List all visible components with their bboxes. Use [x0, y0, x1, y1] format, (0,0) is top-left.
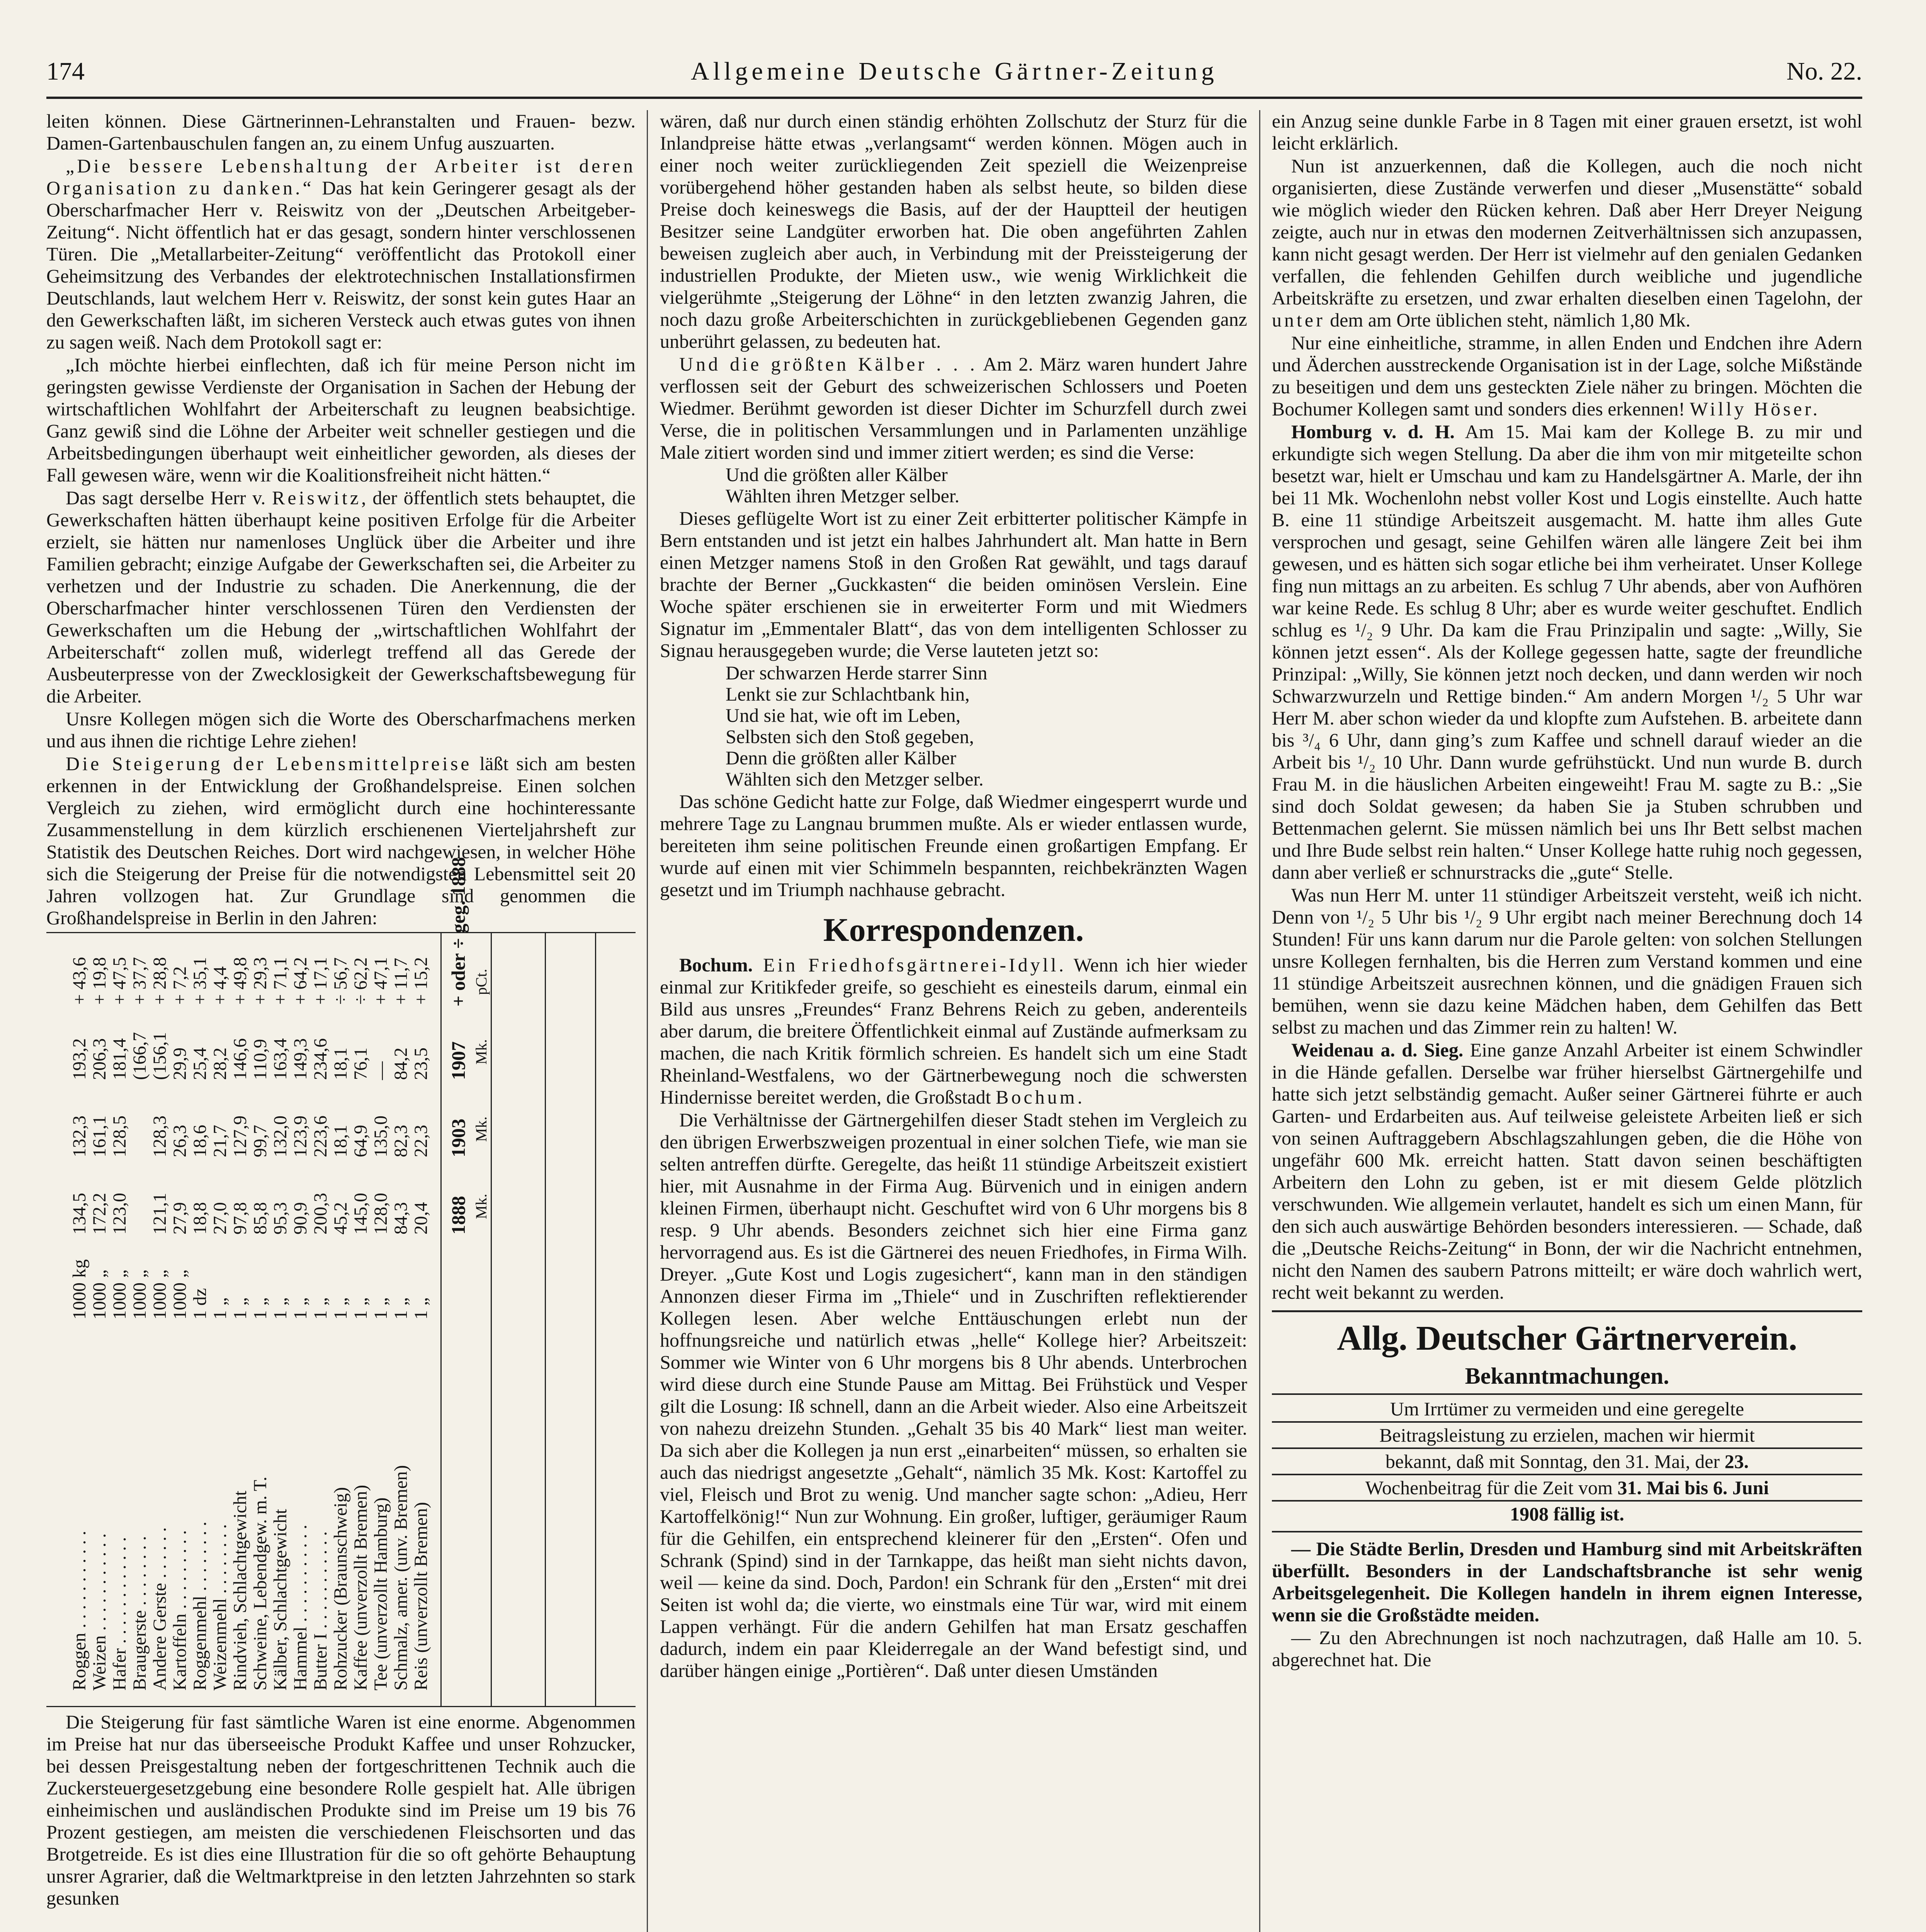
- paragraph: Dieses geflügelte Wort ist zu einer Zeit erbitterter politischer Kämpfe in Bern entstanden und ist jetzt ein halbes Jahrhundert alt. Man hatte in Bern einen Metzger namens Stoß in den Großen Rat gewählt, und tags darauf brachte der Berner „Guckkasten“ die beiden ominösen Verslein. Eine Woche später erschienen sie in erweiterter Form und mit Wiedmers Signatur im „Emmentaler Blatt“, das von dem intelligenten Schlosser zu Signau herausgegeben wurde; die Verse lauteten jetzt so:: [660, 507, 1247, 661]
- page-header: [46, 54, 1862, 93]
- paragraph-text: Nun ist anzuerkennen, daß die Kollegen, auch die noch nicht organisierten, diese Zustände verwerfen und dieser „Musenstätte“ sobald wie möglich wieder den Rücken kehren. Daß aber Herr Dreyer Neigung zeigte, auch nur in etwas den modernen Zeitverhältnissen sich anzupassen, kann nicht gesagt werden. Der Herr ist vielmehr auf den genialen Gedanken verfallen, die fehlenden Gehilfen durch weibliche und jugendliche Arbeitskräfte zu ersetzen, und zwar erhalten dieselben einen Tagelohn, der: [1272, 155, 1862, 309]
- paragraph: [1272, 421, 1862, 883]
- notice-line: Um Irrtümer zu vermeiden und eine geregelte: [1272, 1398, 1862, 1423]
- paragraph-text: Wenn ich hier wieder einmal zur Kritikfeder greife, so geschieht es einesteils darum, einmal ein Bild aus unsres „Freundes“ Franz Behrens Reich zu geben, anderenteils aber darum, die breitere Öffentlichkeit einmal auf Zustände aufmerksam zu machen, die nach Kritik förmlich schreien. Es handelt sich um eine Stadt Rheinland-Westfalens, wo der Gärtnerbewegung noch die schwersten Hindernisse bereitet werden, die Großstadt: [660, 954, 1247, 1108]
- journal-title: Allgemeine Deutsche Gärtner-Zeitung: [691, 57, 1218, 85]
- table-subheader-pct: pCt.: [473, 969, 490, 995]
- column-1: [46, 110, 636, 1910]
- paragraph-text: läßt sich am besten erkennen in der Entwicklung der Großhandelspreise. Einen solchen Vergleich zu ziehen, wird ermöglicht durch eine hochinteressante Zusammenstellung in dem kürzlich erschienenen Vierteljahrsheft zur Statistik des Deutschen Reiches. Dort wird nachgewiesen, in welcher Höhe sich die Steigerung der Preise für die notwendigsten Lebensmittel seit 20 Jahren vollzogen hat. Zur Grundlage sind genommen die Großhandelspreise in Berlin in den Jahren:: [46, 753, 636, 929]
- paragraph-text: Das hat kein Geringerer gesagt als der Oberscharfmacher Herr v. Reiswitz von der „Deutschen Arbeitgeber-Zeitung“. Nicht öffentlich hat er das gesagt, sondern hinter verschlossenen Türen. Die „Metallarbeiter-Zeitung“ veröffentlicht das Protokoll einer Geheimsitzung des Verbandes der elektrotechnischen Installationsfirmen Deutschlands, laut welchem Herr v. Reiswitz, der sonst kein gutes Haar an den Gewerkschaften läßt, im sicheren Versteck auch etwas gutes von ihnen zu sagen weiß. Nach dem Protokoll sagt er:: [46, 177, 636, 353]
- table-row-unit: 1000 „: [89, 1269, 110, 1320]
- header-rule: [46, 97, 1862, 99]
- table-row-name: Hafer . . . . . . . . . . . .: [109, 1537, 130, 1690]
- table-cell-1907: 163,4: [270, 1038, 291, 1080]
- table-cell-1888: 128,0: [371, 1193, 391, 1235]
- table-cell-change: + 4,4: [210, 966, 230, 1005]
- table-cell-1903: 18,6: [190, 1125, 210, 1157]
- table-cell-1903: 26,3: [170, 1125, 190, 1157]
- table-cell-change: + 19,8: [89, 957, 110, 1005]
- table-row-unit: 1 „: [290, 1297, 311, 1320]
- table-cell-1907: 234,6: [310, 1038, 331, 1080]
- table-cell-1907: 18,1: [330, 1048, 351, 1080]
- table-cell-1907: 28,2: [210, 1048, 230, 1080]
- paragraph: Unsre Kollegen mögen sich die Worte des Oberscharfmachens merken und aus ihnen die richtige Lehre ziehen!: [46, 708, 636, 752]
- paragraph: [46, 753, 636, 929]
- table-cell-1903: 99,7: [250, 1125, 270, 1157]
- table-row-unit: 1 „: [210, 1297, 230, 1320]
- table-row-name: Tee (unverzollt Hamburg): [371, 1497, 391, 1690]
- table-row-unit: 1 „: [250, 1297, 270, 1320]
- section-heading: Allg. Deutscher Gärtnerverein.: [1272, 1310, 1862, 1360]
- table-row-name: Rohzucker (Braunschweig): [330, 1487, 351, 1690]
- verse: [726, 464, 1247, 507]
- person-name: Reiswitz: [272, 487, 362, 509]
- table-cell-1888: 90,9: [290, 1202, 311, 1235]
- notice-text: bekannt, daß mit Sonntag, den 31. Mai, der: [1385, 1451, 1725, 1472]
- table-row-name: Rindvieh, Schlachtgewicht: [230, 1490, 250, 1690]
- table-cell-1888: 145,0: [350, 1193, 371, 1235]
- table-cell-change: + 28,8: [150, 957, 170, 1005]
- paragraph-text: .: [1077, 1086, 1083, 1108]
- table-cell-1888: 27,0: [210, 1202, 230, 1235]
- table-cell-1903: 22,3: [411, 1125, 431, 1157]
- table-row-name: Kälber, Schlachtgewicht: [270, 1509, 291, 1690]
- paragraph: [1272, 155, 1862, 331]
- verse-line: Wählten sich den Metzger selber.: [726, 768, 984, 790]
- section-lead: Und die größten Kälber . . .: [679, 353, 977, 375]
- table-divider: [440, 933, 442, 1706]
- table-cell-1903: 128,3: [150, 1116, 170, 1157]
- notice-paragraph: — Zu den Abrechnungen ist noch nachzutragen, daß Halle am 10. 5. abgerechnet hat. Die: [1272, 1627, 1862, 1670]
- table-row-unit: 1 „: [350, 1297, 371, 1320]
- table-cell-change: + 47,5: [109, 957, 130, 1005]
- table-cell-1888: 45,2: [330, 1202, 351, 1235]
- table-row-name: Roggen . . . . . . . . . . .: [69, 1531, 90, 1690]
- verse-line: Selbsten sich den Stoß gegeben,: [726, 726, 974, 747]
- quote-paragraph: „Ich möchte hierbei einflechten, daß ich für meine Person nicht im geringsten gewisse Verdienste der Organisation in Sachen der Hebung der wirtschaftlichen Wohlfahrt der Arbeiterschaft zu leugnen beabsichtige. Ganz gewiß sind die Löhne der Arbeiter weit schneller gestiegen und die Arbeitsbedingungen überhaupt weit einheitlicher geworden, als dieses der Fall gewesen wäre, wenn wir die Koalitionsfreiheit nicht hätten.“: [46, 354, 636, 486]
- table-cell-1907: —: [371, 1061, 391, 1080]
- table-cell-change: + 71,1: [270, 957, 291, 1005]
- table-header-change: + oder ÷ geg. 1888: [447, 857, 469, 1007]
- table-row-name: Schweine, Lebendgew. m. T.: [250, 1476, 270, 1690]
- table-cell-1903: 123,9: [290, 1116, 311, 1157]
- city-name: Bochum: [996, 1086, 1078, 1108]
- table-cell-1903: 135,0: [371, 1116, 391, 1157]
- paragraph-text: Eine ganze Anzahl Arbeiter ist einem Schwindler in die Hände gefallen. Derselbe war früher hierselbst Gärtnergehilfe und hatte sich jetzt selbständig gemacht. Außer seiner Gärtnerei führte er auch Garten- und Erdarbeiten aus. Auf teilweise geleistete Arbeiten ließ er sich von seinen Auftraggebern Abschlagszahlungen geben, die die Höhe von ungefähr 600 Mk. erreicht hatten. Statt davon seinen beschäftigten Arbeitern den Lohn zu geben, ist er mit diesem Gelde plötzlich verschwunden. Wie allgemein verlautet, handelt es sich um einen Mann, für den sich auch auswärtige Behörden besonders interessieren. — Schade, daß die „Deutsche Reichs-Zeitung“ in Bonn, der wir die Nachricht entnehmen, nicht den Namen des saubern Patrons mitteilt; er wäre doch wahrlich wert, recht weit bekannt zu werden.: [1272, 1039, 1862, 1303]
- table-cell-1907: 29,9: [170, 1048, 190, 1080]
- table-cell-1907: 193,2: [69, 1038, 90, 1080]
- section-heading: Korrespondenzen.: [823, 911, 1084, 948]
- table-row-unit: 1 „: [270, 1297, 291, 1320]
- table-cell-change: + 43,6: [69, 957, 90, 1005]
- table-row-unit: 1000 „: [150, 1269, 170, 1320]
- table-header-1888: 1888: [447, 1196, 469, 1235]
- table-cell-1903: 127,9: [230, 1116, 250, 1157]
- column-2: [660, 110, 1247, 1682]
- verse: [726, 662, 1247, 790]
- table-cell-1888: 85,8: [250, 1202, 270, 1235]
- notice-dates: 31. Mai bis 6. Juni: [1617, 1477, 1769, 1498]
- paragraph-text: Am 2. März waren hundert Jahre verflossen seit der Geburt des schweizerischen Schlossers und Poeten Wiedmer. Berühmt geworden ist dieser Dichter im Schurzfell durch zwei Verse, die in politischen Versammlungen und in Parlamenten unzählige Male zitiert worden sind und immer zitiert werden; es sind die Verse:: [660, 353, 1248, 463]
- table-cell-change: + 35,1: [190, 957, 210, 1005]
- table-row-name: Kaffee (unverzollt Bremen): [350, 1485, 371, 1690]
- table-row-name: Braugerste . . . . . . . .: [129, 1536, 150, 1690]
- table-cell-1888: 172,2: [89, 1193, 110, 1235]
- table-header-1907: 1907: [447, 1041, 469, 1080]
- table-subheader-unit: Mk.: [473, 1039, 490, 1065]
- paragraph: ein Anzug seine dunkle Farbe in 8 Tagen mit einer grauen ersetzt, ist wohl leicht erklärlich.: [1272, 110, 1862, 154]
- notice-line: Beitragsleistung zu erzielen, machen wir hiermit: [1272, 1424, 1862, 1449]
- paragraph: wären, daß nur durch einen ständig erhöhten Zollschutz der Sturz für die Inlandpreise hätte etwas „verlangsamt“ werden können. Mögen auch in einer noch weiter zurückliegenden Zeit speziell die Weizenpreise vorübergehend höher gestanden haben als selbst heute, so bilden diese Preise doch keineswegs die Basis, auf der der Hauptteil der heutigen Besitzer seine Landgüter erworben hat. Die oben angeführten Zahlen beweisen zugleich aber auch, in Verbindung mit der Preissteigerung der industriellen Produkte, der Mieten usw., wie wenig Wirklichkeit die vielgerühmte „Steigerung der Löhne“ in den letzten zwanzig Jahren, die noch dazu große Arbeiterschichten in zurückgebliebenen Gegenden ganz unberührt gelassen, zu bedeuten hat.: [660, 110, 1247, 352]
- table-cell-1907: 23,5: [411, 1048, 431, 1080]
- section-lead: Die Steigerung der Lebensmittelpreise: [66, 753, 472, 774]
- table-row-unit: 1000 „: [170, 1269, 190, 1320]
- paragraph: [46, 155, 636, 353]
- table-cell-1903: 128,5: [109, 1116, 130, 1157]
- table-row-unit: 1000 „: [109, 1269, 130, 1320]
- table-row-name: Schmalz, amer. (unv. Bremen): [391, 1465, 411, 1690]
- paragraph: [46, 487, 636, 707]
- verse-line: Wählten ihren Metzger selber.: [726, 485, 960, 507]
- emphasis-text: unter: [1272, 309, 1325, 331]
- place-name: Weidenau a. d. Sieg.: [1291, 1039, 1464, 1061]
- table-header-1903: 1903: [447, 1119, 469, 1157]
- table-cell-change: + 15,2: [411, 957, 431, 1005]
- paragraph: Das schöne Gedicht hatte zur Folge, daß Wiedmer eingesperrt wurde und mehrere Tage zu Langnau brummen mußte. Als er wieder entlassen wurde, bereiteten ihm seine politischen Freunde einen großartigen Empfang. Er wurde auf einen mit vier Schimmeln bespannten, reichbekränzten Wagen gesetzt und im Triumph nachhause gebracht.: [660, 791, 1247, 900]
- table-cell-change: + 64,2: [290, 957, 311, 1005]
- paragraph: [1272, 1039, 1862, 1303]
- table-cell-1888: 121,1: [150, 1193, 170, 1235]
- table-divider: [545, 933, 546, 1706]
- column-divider: [1259, 110, 1260, 1932]
- issue-number: No. 22.: [1786, 57, 1862, 85]
- table-cell-1888: 200,3: [310, 1193, 331, 1235]
- signature: Willy Höser.: [1690, 398, 1821, 420]
- table-cell-change: + 37,7: [129, 957, 150, 1005]
- notice-line: [1272, 1451, 1862, 1475]
- table-row-unit: 1000 kg: [69, 1259, 90, 1320]
- paragraph: [660, 954, 1247, 1108]
- table-cell-1888: 97,8: [230, 1202, 250, 1235]
- table-row-unit: 1000 „: [129, 1269, 150, 1320]
- table-cell-1903: 132,3: [69, 1116, 90, 1157]
- price-table: [46, 857, 636, 1707]
- table-row-unit: 1 dz: [190, 1288, 210, 1320]
- table-cell-1907: (156,1: [150, 1032, 170, 1080]
- verse-line: Denn die größten aller Kälber: [726, 747, 956, 769]
- verse-line: Der schwarzen Herde starrer Sinn: [726, 662, 988, 684]
- table-cell-1907: 84,2: [391, 1048, 411, 1080]
- table-cell-1907: 110,9: [250, 1039, 270, 1080]
- table-row-name: Hammel . . . . . . . . . . .: [290, 1524, 311, 1690]
- table-row-unit: 1 „: [310, 1297, 331, 1320]
- table-cell-change: + 7,2: [170, 966, 190, 1005]
- table-cell-change: + 49,8: [230, 957, 250, 1005]
- notice-line: 1908 fällig ist.: [1510, 1503, 1624, 1525]
- table-cell-1888: 95,3: [270, 1202, 291, 1235]
- table-row-name: Weizenmehl . . . . . . . .: [210, 1524, 230, 1690]
- verse-line: Und sie hat, wie oft im Leben,: [726, 704, 961, 726]
- table-row-unit: 1 „: [330, 1297, 351, 1320]
- paragraph: [1272, 332, 1862, 420]
- place-name: Homburg v. d. H.: [1291, 421, 1455, 442]
- table-cell-1907: 76,1: [350, 1048, 371, 1080]
- table-row-unit: 1 „: [391, 1297, 411, 1320]
- table-subheader-unit: Mk.: [473, 1116, 490, 1142]
- table-row-name: Butter I . . . . . . . . . . .: [310, 1531, 331, 1690]
- table-cell-1888: 123,0: [109, 1193, 130, 1235]
- paragraph-text: Das sagt derselbe Herr v.: [66, 487, 272, 509]
- table-cell-1907: 146,6: [230, 1038, 250, 1080]
- notice-text: Wochenbeitrag für die Zeit vom: [1365, 1477, 1618, 1498]
- table-row-name: Andere Gerste . . . . . .: [150, 1527, 170, 1690]
- table-cell-change: + 47,1: [371, 957, 391, 1005]
- verse-line: Und die größten aller Kälber: [726, 464, 948, 485]
- table-cell-1907: 149,3: [290, 1038, 311, 1080]
- notice-number: 23.: [1724, 1451, 1749, 1472]
- table-cell-1903: 132,0: [270, 1116, 291, 1157]
- paragraph-text: , der öffentlich stets behauptet, die Gewerkschaften hätten überhaupt keine positiven Erfolge für die Arbeiter erzielt, sie hätten nur namenloses Unglück über die Arbeiter und ihre Familien gebracht; einzige Aufgabe der Gewerkschaften sei, die Arbeiter zu verhetzen und der Industrie zu schaden. Die Anerkennung, die der Oberscharfmacher hinter verschlossenen Türen den Verdiensten der Gewerkschaften um die Hebung der „wirtschaftlichen Wohlfahrt der Arbeiterschaft“ zollen muß, widerlegt treffend all das Gerede der Ausbeuterpresse von der Zwecklosigkeit der Gewerkschaftsbewegung für die Arbeiter.: [46, 487, 636, 707]
- place-name: Bochum.: [679, 954, 753, 976]
- emphasis-text: „Die bessere Lebenshaltung der Arbeiter ist deren Organisation zu danken.“: [46, 155, 636, 199]
- table-cell-1888: 27,9: [170, 1202, 190, 1235]
- table-cell-1907: 181,4: [109, 1038, 130, 1080]
- paragraph-text: Nur eine einheitliche, stramme, in allen Enden und Endchen ihre Adern und Äderchen ausstreckende Organisation ist in der Lage, solche Mißstände zu beseitigen und dem uns gesteckten Ziele näher zu bringen. Möchten die Bochumer Kollegen samt und sonders dies erkennen!: [1272, 332, 1862, 420]
- table-cell-1903: 223,6: [310, 1116, 331, 1157]
- table-cell-1907: 206,3: [89, 1038, 110, 1080]
- table-row-unit: 1 „: [230, 1297, 250, 1320]
- paragraph: [1272, 884, 1862, 1038]
- paragraph: Die Steigerung für fast sämtliche Waren ist eine enorme. Abgenommen im Preise hat nur das überseeische Produkt Kaffee und unser Rohzucker, bei dessen Preisgestaltung neben der fortgeschrittenen Technik auch die Zuckersteuergesetzgebung eine besondere Rolle gespielt hat. Alle übrigen einheimischen und ausländischen Produkte sind im Preise um 19 bis 76 Prozent gestiegen, am meisten die verschiedenen Fleischsorten und das Brotgetreide. Es ist dies eine Illustration für die so oft gehörte Behauptung unsrer Agrarier, daß die Weltmarktpreise in den letzten Jahrzehnten so stark gesunken: [46, 1711, 636, 1909]
- table-cell-change: ÷ 56,7: [330, 957, 351, 1005]
- paragraph: leiten können. Diese Gärtnerinnen-Lehranstalten und Frauen- bezw. Damen-Gartenbauschulen fangen an, zu einem Unfug auszuarten.: [46, 110, 636, 154]
- notice-box: [1272, 1393, 1862, 1532]
- notice-paragraph: — Die Städte Berlin, Dresden und Hamburg sind mit Arbeitskräften überfüllt. Besonders in der Landschaftsbranche ist sehr wenig Arbeitsgelegenheit. Die Kollegen handeln in ihrem eignen Interesse, wenn sie die Großstädte meiden.: [1272, 1538, 1862, 1626]
- paragraph: Die Verhältnisse der Gärtnergehilfen dieser Stadt stehen im Vergleich zu den übrigen Erwerbszweigen prozentual in einer solchen Tiefe, wie man sie selten antreffen dürfte. Geregelte, das heißt 11 stündige Arbeitszeit existiert hier, mit Ausnahme in der Firma Aug. Bürvenich und in einigen andern kleinen Firmen, überhaupt nicht. Geschuftet wird von 6 Uhr morgens bis 8 resp. 9 Uhr abends. Besonders zeichnet sich hier eine Firma ganz hervorragend aus. Es ist die Gärtnerei des neuen Friedhofes, in Firma Wilh. Dreyer. „Gute Kost und Logis zugesichert“, kann man in den ständigen Annonzen dieser Firma im „Thiele“ und in Zuschriften reflektierender Kollegen lesen. Aber welche Enttäuschungen erlebt nun der hoffnungsreiche und natürlich etwas „helle“ Kollege hier? Arbeitszeit: Sommer wie Winter von 6 Uhr morgens bis 8 Uhr abends. Unterbrochen wird diese durch eine Stunde Pause am Mittag. Bei Frühstück und Vesper gilt die Losung: Iß schnell, dann an die Arbeit wieder. Also eine Arbeitszeit von nahezu dreizehn Stunden. „Gehalt 35 bis 40 Mark“ liest man weiter. Da sich aber die Kollegen ja nun erst „einarbeiten“ müssen, so erhalten sie auch das niedrigst angesetzte „Gehalt“, nämlich 35 Mk. Kost: Kartoffel zu viel, Fleisch und Brot zu wenig. Und mancher sagte schon: „Adieu, Herr Kartoffelkönig!“ Nun zur Wohnung. Ein großer, luftiger, geräumiger Raum für die Gehilfen, ein entsprechend kleinerer für den „Ersten“. Ofen und Schrank (Spind) sind in der Tarnkappe, das heißt man sieht nichts davon, weil — keine da sind. Doch, Pardon! ein Schrank für den „Ersten“ mit drei Seiten ist wohl da; die vierte, wo einstmals eine Tür war, wird mit einem Lappen verhängt. Für die andern Gehilfen hat man Ersatz geschaffen dadurch, indem ein paar Kleiderregale an der Wand befestigt sind, und darüber hängen einige „Portièren“. Daß unter diesen Umständen: [660, 1109, 1247, 1681]
- verse-line: Lenkt sie zur Schlachtbank hin,: [726, 683, 970, 705]
- table-row-name: Kartoffeln . . . . . . . . .: [170, 1530, 190, 1690]
- page-number: 174: [46, 57, 85, 85]
- table-cell-1907: (166,7: [129, 1032, 150, 1080]
- table-cell-1903: 82,3: [391, 1125, 411, 1157]
- table-cell-1907: 25,4: [190, 1048, 210, 1080]
- table-row-name: Roggenmehl . . . . . . . .: [190, 1521, 210, 1690]
- table-divider: [595, 933, 596, 1706]
- signature: W.: [1656, 1016, 1678, 1038]
- table-row-unit: 1 „: [371, 1297, 391, 1320]
- notice-line: [1272, 1477, 1862, 1502]
- paragraph-text: Am 15. Mai kam der Kollege B. zu mir und erkundigte sich wegen Stellung. Da aber die ihm von mir mitgeteilte schon besetzt war, hielt er Umschau und kam zu Handelsgärtner A. Marle, der ihn bei 11 Mk. Wochenlohn nebst voller Kost und Logis einstellte. Auch hatte B. eine 11 stündige Arbeitszeit ausgemacht. M. hatte ihm alles Gute versprochen und gesagt, seine Gehilfen wären alle längere Zeit bei ihm gewesen, und es hätten sich sogar etliche bei ihm verheiratet. Unser Kollege fing nun mittags an zu arbeiten. Es schlug 7 Uhr abends, aber von Aufhören war keine Rede. Es schlug 8 Uhr; aber es wurde weiter geschuftet. Endlich schlug es ¹/₂ 9 Uhr. Da kam die Frau Prinzipalin und sagte: „Willy, Sie können jetzt essen“. Als der Kollege gegessen hatte, sagte der freundliche Prinzipal: „Willy, Sie können jetzt noch decken, und dann werden wir noch Schwarzwurzeln und Rettige binden.“ Am andern Morgen ¹/₂ 5 Uhr war Herr M. aber schon wieder da und klopfte zum Aufstehen. B. arbeitete dann bis ³/₄ 6 Uhr, dann ging’s zum Kaffee und schnell darauf wieder an die Arbeit bis ¹/₂ 10 Uhr. Dann wurde gefrühstückt. Und nun wurde B. durch Frau M. in die häuslichen Arbeiten eingeweiht! Frau M. sagte zu B.: „Sie sind doch Soldat gewesen; da haben Sie ja Stuben schrubben und Bettenmachen gelernt. Sie müssen nämlich bei uns Ihr Bett selbst machen und Ihre Bude selbst rein halten.“ Unser Kollege hatte ruhig noch gegessen, dann aber verließ er schnurstracks die „gute“ Stelle.: [1272, 421, 1862, 883]
- article-title: Ein Friedhofsgärtnerei-Idyll.: [753, 954, 1066, 976]
- table-row-unit: 1 „: [411, 1297, 431, 1320]
- table-row-name: Weizen . . . . . . . . . . .: [89, 1533, 110, 1690]
- table-cell-change: + 17,1: [310, 957, 331, 1005]
- table-cell-1903: 21,7: [210, 1125, 230, 1157]
- table-cell-change: + 11,7: [391, 957, 411, 1005]
- table-subheader-unit: Mk.: [473, 1194, 490, 1219]
- column-3: [1272, 110, 1862, 1672]
- column-divider: [647, 110, 648, 1932]
- paragraph: [660, 353, 1247, 463]
- table-cell-1888: 84,3: [391, 1202, 411, 1235]
- table-cell-change: + 29,3: [250, 957, 270, 1005]
- table-cell-change: ÷ 62,2: [350, 957, 371, 1005]
- table-cell-1903: 18,1: [330, 1125, 351, 1157]
- table-cell-1903: 161,1: [89, 1116, 110, 1157]
- table-cell-1888: 20,4: [411, 1202, 431, 1235]
- table-cell-1888: 134,5: [69, 1193, 90, 1235]
- table-cell-1888: 18,8: [190, 1202, 210, 1235]
- paragraph-text: dem am Orte üblichen steht, nämlich 1,80 Mk.: [1325, 309, 1691, 331]
- table-cell-1903: 64,9: [350, 1125, 371, 1157]
- paragraph-text: Was nun Herr M. unter 11 stündiger Arbeitszeit versteht, weiß ich nicht. Denn von ¹/₂ 5 Uhr bis ¹/₂ 9 Uhr ergibt nach meiner Berechnung doch 14 Stunden! Für uns kann darum nur die Parole gelten: von solchen Stellungen unsre Kollegen fernhalten, bis die Herren zum Verstand kommen und eine 11 stündige Arbeitszeit ausrechnen können, und die gnädigen Frauen sich bemühen, wenn sie dazu keine Mädchen haben, dem Gehilfen das Bett selbst zu machen und das Zimmer rein zu halten!: [1272, 884, 1862, 1038]
- subheading: Bekanntmachungen.: [1465, 1363, 1669, 1389]
- table-row-name: Reis (unverzollt Bremen): [411, 1502, 431, 1690]
